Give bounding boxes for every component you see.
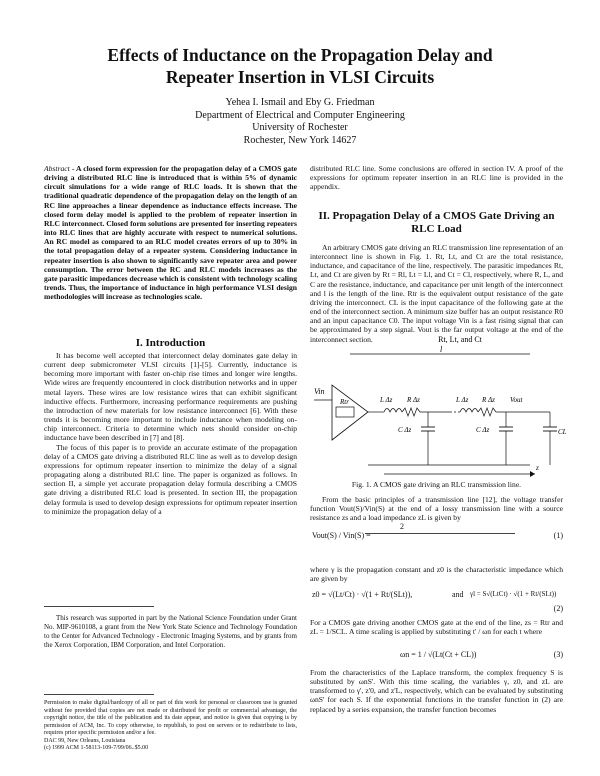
section2-body	[310, 243, 563, 344]
laplace-text: From the characteristics of the Laplace transform, the complex frequency S is substituted by ωnS'. With this time scaling, the variables γ, z0, and zL are transformed to γ', z'0, and z'L, respectively, which can be evaluated by substituting ωnS' for each S. If the exponential functions in the transfer function in (2) are replaced by a series expansion, the transfer function becomes	[310, 668, 563, 714]
inductor-1	[384, 409, 402, 413]
conference-text: DAC 99, New Orleans, Louisiana	[44, 737, 126, 744]
resistor-1	[402, 408, 420, 416]
footnote-permission	[44, 700, 297, 753]
figure-rlc-line	[310, 330, 573, 480]
equation-1-lhs: Vout(S) / Vin(S) =	[312, 531, 371, 540]
buffer-symbol	[332, 385, 368, 440]
title-line-1: Effects of Inductance on the Propagation Delay and	[107, 45, 493, 65]
paper-title	[60, 44, 540, 88]
inductor-2	[460, 409, 478, 413]
fig-rdz-2: R Δz	[482, 396, 495, 404]
copyright-text: (c) 1999 ACM 1-58113-109-7/99/06..$5.00	[44, 745, 149, 751]
equation-3-number: (3)	[553, 650, 563, 659]
fig-cdz-1: C Δz	[398, 426, 412, 434]
section2-paragraph: An arbitrary CMOS gate driving an RLC transmission line representation of an interconnect line is shown in Fig. 1. Rt, Lt, and Ct are the total resistance, inductance, and capacitance of the line, respectively. The parasitic impedances Rt, Lt, and Ct are given by Rt = Rl, Lt = Ll, and Ct = Cl, respectively, where R, L, and C are the resistance, inductance, and capacitance per unit length of the interconnect and l is the length of the line. Rtr is the equivalent output resistance of the gate driving the interconnect. CL is the input capacitance of the following gate at the end of the interconnect section. A minimum size buffer has an output resistance R0 and an input capacitance C0. The input voltage Vin is a fast rising signal that can be approximated by a step signal. Vout is the far output voltage at the end of the interconnect section.	[310, 243, 564, 344]
fig-cdz-2: C Δz	[476, 426, 490, 434]
section2-paragraph-2: From the basic principles of a transmission line [12], the voltage transfer function Vout(S)/Vin(S) at the end of a lossy transmission line with a source resistance zs and a load impedance zL is given by	[310, 495, 563, 523]
propagation-constant-text: where γ is the propagation constant and z0 is the characteristic impedance which are given by	[310, 565, 563, 584]
equation-1-fraction-bar	[365, 533, 515, 534]
department: Department of Electrical and Computer Engineering	[195, 109, 405, 121]
author-block	[60, 97, 540, 147]
permission-text: Permission to make digital/hardcopy of all or part of this work for personal or classroom use is granted without fee provided that copies are not made or distributed for profit or commercial advantage, the copyright notice, the title of the publication and its date appear, and notice is given that copying is by permission of ACM, Inc. To copy otherwise, to republish, to post on servers or to redistribute to lists, requires prior specific permission and/or a fee.	[44, 700, 297, 736]
equation-2-and: and	[452, 590, 464, 599]
right-column-intro-end: distributed RLC line. Some conclusions are offered in section IV. A proof of the expressions for optimum repeater insertion in an RLC line is provided in the appendix.	[310, 164, 563, 192]
footnote-funding-text: This research was supported in part by the National Science Foundation under Grant No. MIP-9610108, a grant from the New York State Science and Technology Foundation to the Center for Advanced Technology - Electronic Imaging Systems, and by grants from the Xerox Corporation, IBM Corporation, and Intel Corporation.	[44, 614, 297, 649]
fig-top-label: Rt, Lt, and Ct	[438, 335, 482, 344]
resistor-2	[478, 408, 496, 416]
intro-body	[44, 351, 297, 516]
fig-l-label: l	[440, 345, 443, 354]
equation-1-number: (1)	[553, 531, 563, 540]
equation-3: ωn = 1 / √(Lt(Ct + CL))	[400, 650, 477, 659]
intro-paragraph-2: The focus of this paper is to provide an accurate estimate of the propagation delay of a CMOS gate driving a distributed RLC line as well as to develop design expressions for optimum repeater insertion to minimize the delay of a signal propagating along a distributed RLC line. The paper is organized as follows. In section II, a simple yet accurate propagation delay formula describing a CMOS gate driving a distributed RLC load is presented. In section III, the propagation delay formula is used to develop design expressions for optimum repeater insertion to minimize the propagation delay of a	[44, 442, 297, 516]
footnote-rule-2	[44, 694, 154, 695]
abstract-text: - A closed form expression for the propagation delay of a CMOS gate driving a distributed RLC line is introduced that is within 5% of dynamic circuit simulations for a wide range of RLC loads. It is shown that the traditional quadratic dependence of the propagation delay on the length of an RC line approaches a linear dependence as inductance effects increase. The closed form delay model is applied to the problem of repeater insertion in RLC interconnect. Closed form solutions are presented for inserting repeaters into RLC lines that are highly accurate with respect to numerical solutions. An RC model as compared to an RLC model creates errors of up to 30% in the total propagation delay of a repeater system. Considering inductance in repeater insertion is also shown to significantly save repeater area and power consumption. The error between the RC and RLC models increases as the gate parasitic impedances decrease which is consistent with technology scaling trends. Thus, the importance of inductance in high performance VLSI design methodologies will increase as technologies scale.	[44, 164, 297, 302]
footnote-funding	[44, 614, 297, 650]
title-line-2: Repeater Insertion in VLSI Circuits	[165, 67, 435, 87]
fig-vout: Vout	[510, 396, 523, 404]
abstract	[44, 164, 297, 301]
authors: Yehea I. Ismail and Eby G. Friedman	[225, 97, 375, 108]
figure-caption: Fig. 1. A CMOS gate driving an RLC transmission line.	[351, 480, 522, 489]
fig-z: z	[536, 464, 539, 472]
intro-paragraph-1: It has become well accepted that interconnect delay dominates gate delay in current deep submicrometer VLSI circuits [1]-[5]. Currently, inductance is becoming more important with faster on-chip rise times and longer wire lengths. Wide wires are frequently encountered in clock distribution networks and in upper metal layers. These wires are low resistance wires that can exhibit significant inductive effects. Furthermore, increasing performance requirements are pushing the introduction of new materials for low resistance interconnect [6]. With these trends it is becoming more important to include inductance when modeling on-chip interconnect. Criteria to determine which nets should consider on-chip inductance have been described in [7] and [8].	[44, 351, 297, 443]
fig-rtr: Rtr	[340, 398, 349, 406]
equation-2a: z0 = √(Lt/Ct) · √(1 + Rt/(SLt)),	[312, 590, 413, 599]
equation-2-number: (2)	[553, 604, 563, 613]
footnote-rule	[44, 606, 154, 607]
fig-ldz-2: L Δz	[456, 396, 469, 404]
equation-1-numerator: 2	[400, 522, 404, 531]
fig-rdz-1: R Δz	[407, 396, 420, 404]
city: Rochester, New York 14627	[243, 134, 357, 146]
section2-heading: II. Propagation Delay of a CMOS Gate Driving an RLC Load	[318, 210, 555, 235]
fig-ldz-1: L Δz	[380, 396, 393, 404]
abstract-label: Abstract	[44, 164, 70, 173]
university: University of Rochester	[252, 122, 348, 133]
equation-2b: γl = S√(LtCt) · √(1 + Rt/(SLt))	[470, 590, 557, 598]
intro-heading: I. Introduction	[135, 337, 206, 349]
fig-cl: CL	[558, 428, 567, 436]
fig-vin: Vin	[314, 387, 325, 396]
driver-resistor	[336, 407, 354, 417]
time-scaling-text: For a CMOS gate driving another CMOS gate at the end of the line, zs = Rtr and zL = 1/SCL. A time scaling is applied by substituting t' / ωn for each t where	[310, 618, 563, 637]
section2-body-2	[310, 495, 563, 522]
